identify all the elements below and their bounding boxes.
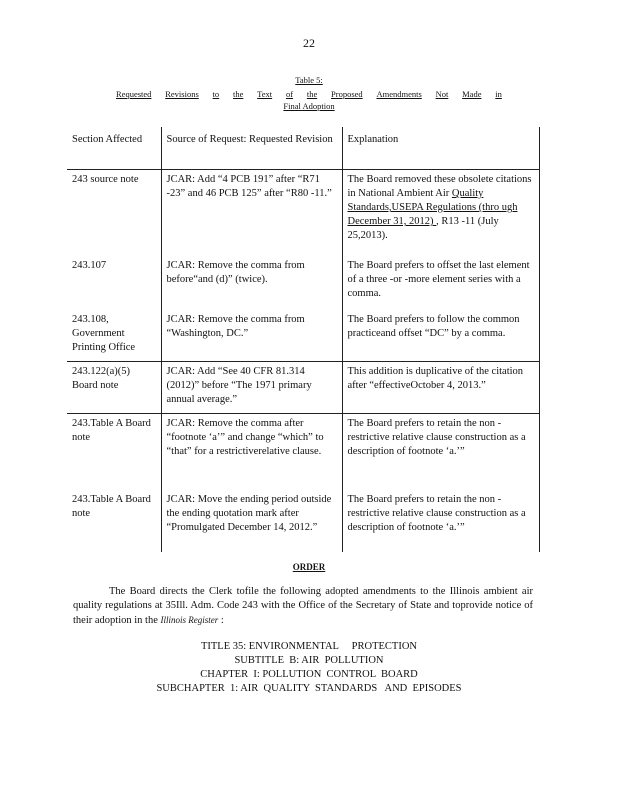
cell-request: JCAR: Remove the comma from “Washington, DC.” <box>161 310 342 362</box>
table-row <box>67 362 539 414</box>
caption-word: Amendments <box>376 89 422 99</box>
cell-explanation <box>342 170 539 256</box>
order-paragraph-text: The Board directs the Clerk tofile the following adopted amendments to the Illinois ambient air quality regulations at 35Ill. Adm. Code 243 with the Office of the Secretary of State and toprovide notice of their adoption in the <box>73 586 533 626</box>
cell-section: 243 source note <box>67 170 161 256</box>
cell-request: JCAR: Remove the comma after “footnote ‘a’” and change “which” to “that” for a restrictiverelative clause. <box>161 414 342 490</box>
subtitle-line: SUBTITLE B: AIR POLLUTION <box>234 655 384 666</box>
cell-explanation: This addition is duplicative of the citation after “effectiveOctober 4, 2013.” <box>342 362 539 414</box>
cell-request: JCAR: Add “4 PCB 191” after “R71 -23” and 46 PCB 125” after “R80 -11.” <box>161 170 342 256</box>
illinois-register-italic: Illinois Register <box>160 615 219 625</box>
header-source-of-request: Source of Request: Requested Revision <box>161 127 342 170</box>
caption-word: of <box>285 89 294 99</box>
cell-explanation: The Board prefers to retain the non - restrictive relative clause construction as a description of footnote ‘a.’” <box>342 414 539 490</box>
subchapter-line: SUBCHAPTER 1: AIR QUALITY STANDARDS AND EPISODES <box>156 683 462 694</box>
cell-section: 243.Table A Board note <box>67 490 161 552</box>
cell-request: JCAR: Remove the comma from before“and (d)” (twice). <box>161 256 342 310</box>
cell-section: 243.108, Government Printing Office <box>67 310 161 362</box>
table-row <box>67 490 539 552</box>
explanation-underlined-text: Quality Standards,USEPA Regulations (thro ugh December 31, 2012) <box>347 188 518 227</box>
cell-request: JCAR: Add “See 40 CFR 81.314 (2012)” before “The 1971 primary annual average.” <box>161 362 342 414</box>
caption-word: Made <box>462 89 482 99</box>
chapter-line: CHAPTER I: POLLUTION CONTROL BOARD <box>200 669 418 680</box>
table-row <box>67 414 539 490</box>
cell-explanation: The Board prefers to offset the last element of a three -or -more element series with a comma. <box>342 256 539 310</box>
page-number: 22 <box>303 36 315 50</box>
table-row <box>67 310 539 362</box>
order-heading: ORDER <box>292 562 326 572</box>
cell-section: 243.107 <box>67 256 161 310</box>
caption-word: the <box>306 89 318 99</box>
table-caption-line-1: Table 5: <box>295 75 323 85</box>
header-explanation: Explanation <box>342 127 539 170</box>
order-paragraph-end: : <box>218 615 224 626</box>
code-titles <box>0 640 618 696</box>
revisions-table <box>67 127 540 552</box>
cell-explanation: The Board prefers to follow the common practiceand offset “DC” by a comma. <box>342 310 539 362</box>
caption-word: Text <box>257 89 273 99</box>
caption-word: the <box>232 89 244 99</box>
cell-section: 243.Table A Board note <box>67 414 161 490</box>
table-header-row <box>67 127 539 170</box>
caption-word: Proposed <box>331 89 363 99</box>
caption-word: Not <box>435 89 449 99</box>
order-paragraph <box>73 585 533 628</box>
table-row <box>67 170 539 256</box>
cell-section: 243.122(a)(5) Board note <box>67 362 161 414</box>
header-section-affected: Section Affected <box>67 127 161 170</box>
table-row <box>67 256 539 310</box>
caption-word: Requested <box>116 89 152 99</box>
cell-request: JCAR: Move the ending period outside the ending quotation mark after “Promulgated December 14, 2012.” <box>161 490 342 552</box>
caption-word: to <box>212 89 220 99</box>
table-caption-line-3: Final Adoption <box>283 101 335 111</box>
explanation-tail-text: , R13 -11 (July 25,2013). <box>347 216 499 241</box>
caption-word: Revisions <box>165 89 199 99</box>
caption-word: in <box>495 89 502 99</box>
title-line: TITLE 35: ENVIRONMENTAL PROTECTION <box>200 641 418 652</box>
explanation-text: The Board removed these obsolete citations in National Ambient Air <box>347 174 532 199</box>
cell-explanation: The Board prefers to retain the non - restrictive relative clause construction as a description of footnote ‘a.’” <box>342 490 539 552</box>
table-caption-line-2 <box>116 89 502 99</box>
